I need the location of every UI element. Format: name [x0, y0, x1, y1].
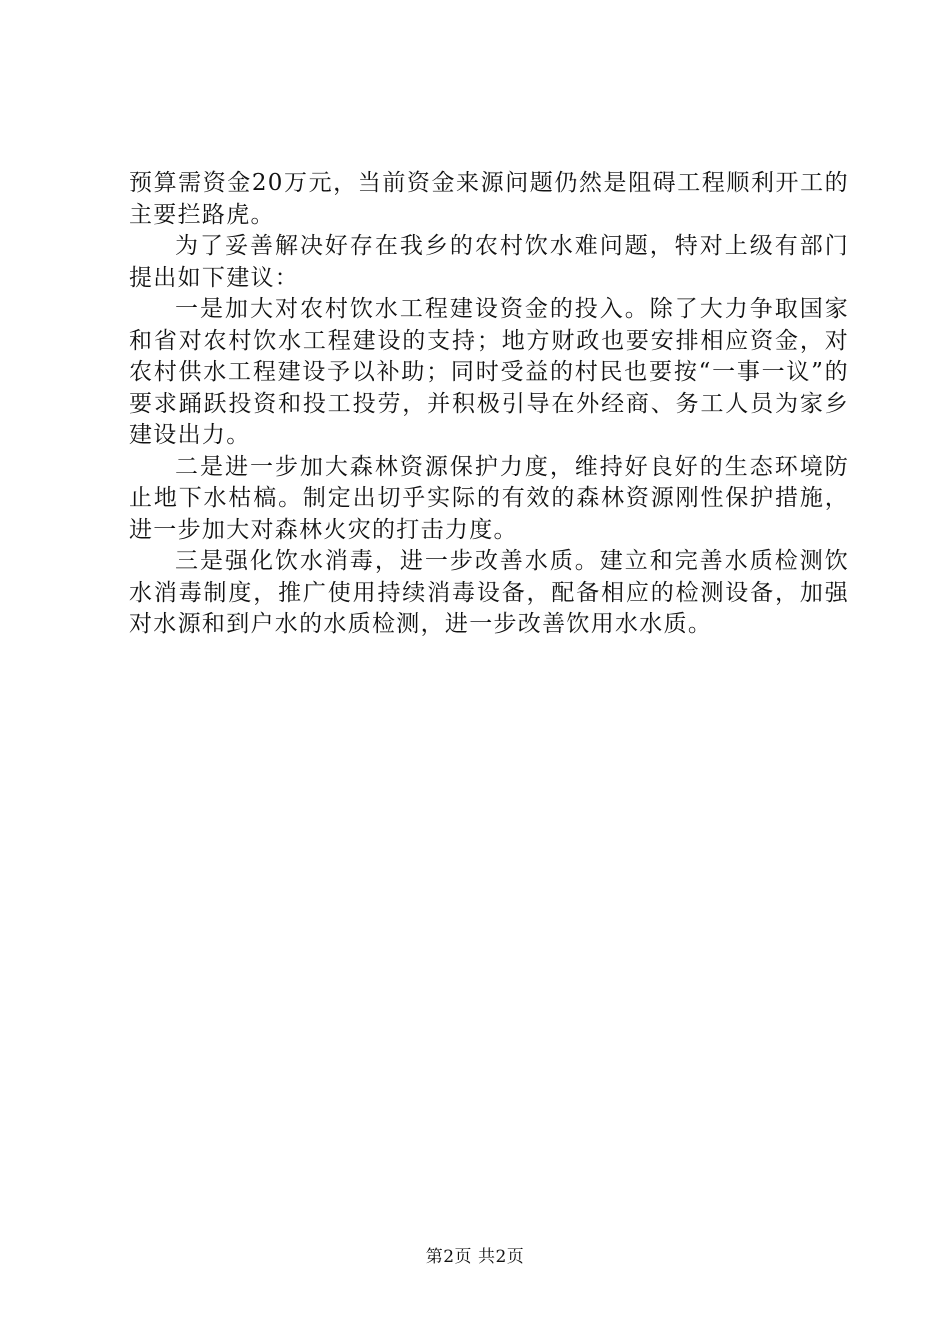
- paragraph-3: 一是加大对农村饮水工程建设资金的投入。除了大力争取国家和省对农村饮水工程建设的支持；地方财政也要安排相应资金，对农村供水工程建设予以补助；同时受益的村民也要按“一事一议”的要求踊跃投资和投工投劳，并积极引导在外经商、务工人员为家乡建设出力。: [129, 296, 849, 448]
- paragraph-2: 为了妥善解决好存在我乡的农村饮水难问题，特对上级有部门提出如下建议：: [129, 233, 849, 291]
- paragraph-1: 预算需资金20万元，当前资金来源问题仍然是阻碍工程顺利开工的主要拦路虎。: [129, 170, 849, 228]
- document-body: [129, 168, 849, 641]
- page-footer: 第2页 共2页: [425, 1247, 525, 1267]
- paragraph-5: 三是强化饮水消毒，进一步改善水质。建立和完善水质检测饮水消毒制度，推广使用持续消毒设备，配备相应的检测设备，加强对水源和到户水的水质检测，进一步改善饮用水水质。: [129, 548, 849, 637]
- paragraph-4: 二是进一步加大森林资源保护力度，维持好良好的生态环境防止地下水枯槁。制定出切乎实际的有效的森林资源刚性保护措施，进一步加大对森林火灾的打击力度。: [129, 453, 849, 543]
